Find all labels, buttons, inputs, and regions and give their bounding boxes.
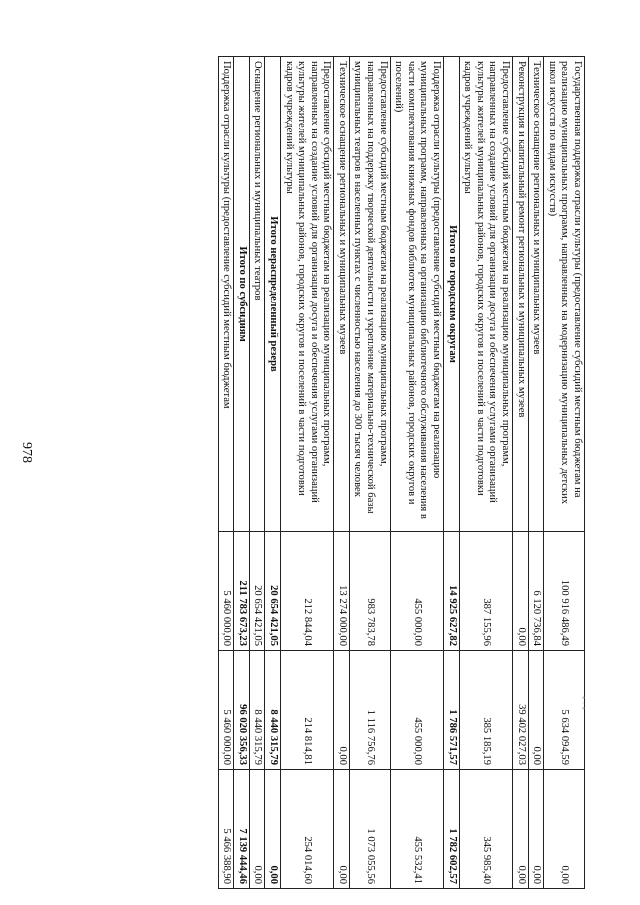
- value-cell-3: 254 014,60: [280, 770, 333, 889]
- total-row: [265, 57, 281, 889]
- value-cell-2: 8 440 315,79: [265, 651, 281, 770]
- total-row: [444, 57, 460, 889]
- value-cell-1: 100 916 486,49: [544, 532, 585, 651]
- value-cell-1: 212 844,04: [280, 532, 333, 651]
- table-row: [390, 57, 443, 889]
- table-row: [544, 57, 585, 889]
- row-name-cell: Техническое оснащение региональных и муниципальных музеев: [528, 57, 544, 532]
- value-cell-3: 0,00: [265, 770, 281, 889]
- row-name-cell: Предоставление субсидий местным бюджетам на реализацию муниципальных программ, направленных на создание условий для организации досуга и обеспечения услугами организаций культуры жителей муниципальных районов, городских округов и поселений в части подготовки кадров учреждений культуры: [280, 57, 333, 532]
- table-row: [218, 57, 234, 889]
- value-cell-1: 5 460 000,00: [218, 532, 234, 651]
- value-cell-3: 5 466 388,90: [218, 770, 234, 889]
- value-cell-3: 0,00: [249, 770, 265, 889]
- row-name-cell: Поддержка отрасли культуры (предоставление субсидий местным бюджетам: [218, 57, 234, 532]
- value-cell-1: 14 925 627,82: [444, 532, 460, 651]
- value-cell-2: 96 020 356,33: [234, 651, 250, 770]
- row-name-cell: Техническое оснащение региональных и муниципальных музеев: [334, 57, 350, 532]
- value-cell-2: 5 460 000,00: [218, 651, 234, 770]
- value-cell-2: 39 402 027,03: [513, 651, 529, 770]
- value-cell-1: 6 120 736,84: [528, 532, 544, 651]
- table-row: [349, 57, 390, 889]
- value-cell-2: 0,00: [528, 651, 544, 770]
- value-cell-3: 1 782 602,57: [444, 770, 460, 889]
- table-row: [528, 57, 544, 889]
- value-cell-2: 0,00: [334, 651, 350, 770]
- value-cell-1: 455 000,00: [390, 532, 443, 651]
- table-row: [334, 57, 350, 889]
- value-cell-1: 211 783 673,23: [234, 532, 250, 651]
- scan-stamp-mark: • · •: [578, 696, 588, 710]
- value-cell-2: 214 814,81: [280, 651, 333, 770]
- table-row: [513, 57, 529, 889]
- budget-table-body: [218, 57, 584, 889]
- value-cell-1: 13 274 000,00: [334, 532, 350, 651]
- row-name-cell: Итого по субсидиям: [234, 57, 250, 532]
- row-name-cell: Поддержка отрасли культуры (предоставление субсидий местным бюджетам на реализацию муниципальных программ, направленных на организацию библиотечного обслуживания населения в части комплектования книжных фондов библиотек муниципальных районов, городских округов и поселений): [390, 57, 443, 532]
- row-name-cell: Оснащение региональных и муниципальных театров: [249, 57, 265, 532]
- value-cell-2: 1 786 571,57: [444, 651, 460, 770]
- value-cell-1: 20 654 421,05: [265, 532, 281, 651]
- value-cell-3: 0,00: [528, 770, 544, 889]
- row-name-cell: Предоставление субсидий местным бюджетам на реализацию муниципальных программ, направленных на поддержку творческой деятельности и укрепление материально-технической базы муниципальных театров в населенных пунктах с численностью населения до 300 тысяч человек: [349, 57, 390, 532]
- value-cell-1: 20 654 421,05: [249, 532, 265, 651]
- value-cell-3: 0,00: [544, 770, 585, 889]
- value-cell-3: 0,00: [513, 770, 529, 889]
- row-name-cell: Итого нераспределенный резерв: [265, 57, 281, 532]
- value-cell-2: 5 634 094,59: [544, 651, 585, 770]
- value-cell-2: 1 116 756,76: [349, 651, 390, 770]
- value-cell-3: 0,00: [334, 770, 350, 889]
- value-cell-3: 1 073 055,56: [349, 770, 390, 889]
- row-name-cell: Итого по городским округам: [444, 57, 460, 532]
- value-cell-2: 385 185,19: [459, 651, 512, 770]
- table-row: [280, 57, 333, 889]
- value-cell-1: 387 155,96: [459, 532, 512, 651]
- value-cell-3: 7 139 444,46: [234, 770, 250, 889]
- row-name-cell: Государственная поддержка отрасли культуры (предоставление субсидий местным бюджетам на реализацию муниципальных программ, направленных на модернизацию муниципальных детских школ искусств по видам искусств): [544, 57, 585, 532]
- value-cell-3: 455 532,41: [390, 770, 443, 889]
- total-row: [234, 57, 250, 889]
- table-row: [459, 57, 512, 889]
- row-name-cell: Предоставление субсидий местным бюджетам на реализацию муниципальных программ, направленных на создание условий для организации досуга и обеспечения услугами организаций культуры жителей муниципальных районов, городских округов и поселений в части подготовки кадров учреждений культуры: [459, 57, 512, 532]
- value-cell-2: 455 000,00: [390, 651, 443, 770]
- row-name-cell: Реконструкция и капитальный ремонт региональных и муниципальных музеев: [513, 57, 529, 532]
- value-cell-3: 345 985,40: [459, 770, 512, 889]
- value-cell-2: 8 440 315,79: [249, 651, 265, 770]
- rotated-table-container: [70, 56, 585, 888]
- page-number: 978: [19, 442, 34, 463]
- table-row: [249, 57, 265, 889]
- value-cell-1: 983 783,78: [349, 532, 390, 651]
- budget-table: [218, 56, 585, 889]
- value-cell-1: 0,00: [513, 532, 529, 651]
